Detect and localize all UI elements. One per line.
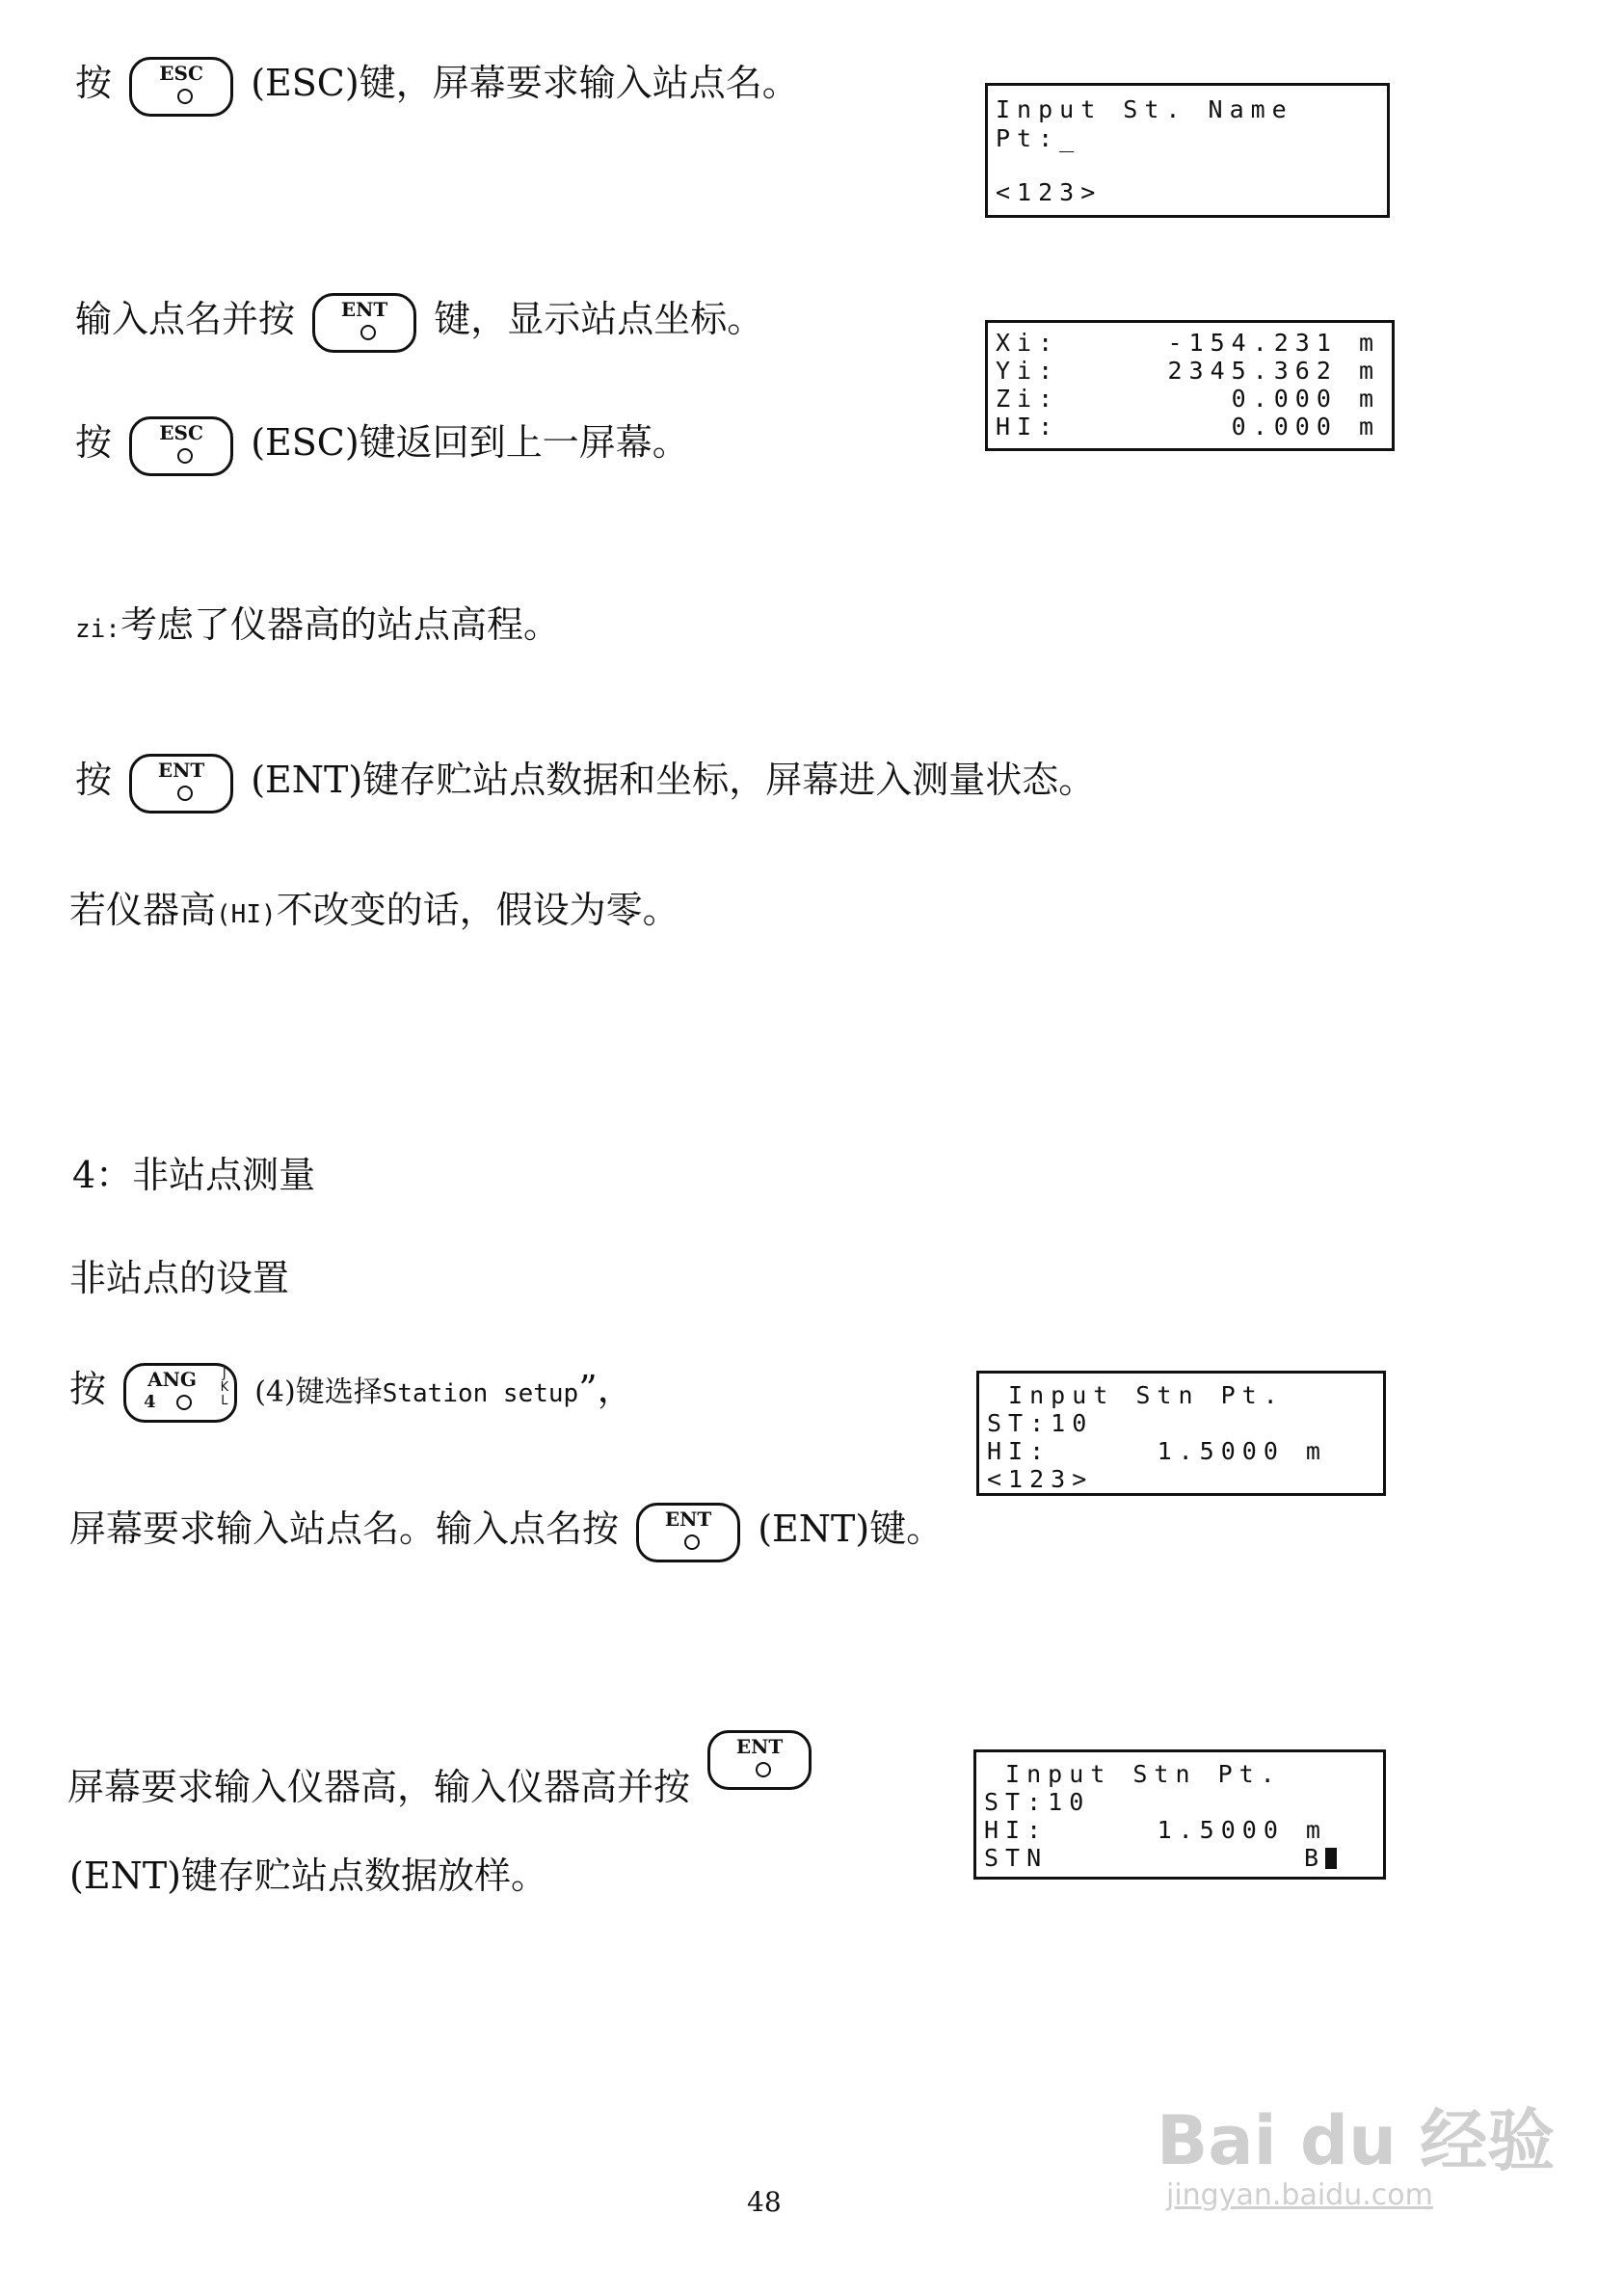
ang-key-number: 4 [144,1391,156,1412]
hi-note [69,880,679,933]
lcd-row: Pt:_ [996,124,1081,152]
key-code: (4)键选择 [254,1375,383,1409]
ang-4-key-icon [123,1363,237,1423]
ent-key-icon [129,754,233,814]
ang-key-side-letters: J K L [220,1366,229,1408]
lcd-row: Input Stn Pt. [984,1760,1282,1788]
zi-code: zi: [75,615,120,644]
lcd-row: <123> [996,178,1103,206]
battery-icon [1325,1848,1337,1869]
lcd-row [996,413,1384,441]
ent-key-label: ENT [735,1735,784,1758]
lcd-row: ST:10 [984,1788,1091,1816]
station-setup-text: Station setup [382,1379,579,1408]
press-text: 按 [75,421,113,464]
lcd-screen-input-stn-pt-store [973,1749,1386,1880]
lcd-label: Xi: [996,329,1060,357]
ent-key-icon [636,1503,740,1562]
lcd-value: 1.5000 m [1157,1437,1327,1465]
ang-key-label: ANG [147,1367,197,1391]
instruction-enter-point-name [75,289,763,353]
lcd-row [996,357,1384,386]
lcd-value: 1.5000 m [1157,1816,1327,1844]
instruction-esc-input-station [75,53,799,117]
lcd-row: Input St. Name [996,95,1293,123]
lcd-value: 0.000 m [1231,413,1380,440]
instruction-text: ”， [578,1368,634,1410]
instruction-ang-key [69,1359,634,1423]
instruction-text: 屏幕要求输入仪器高，输入仪器高并按 [67,1766,691,1808]
lcd-row [996,385,1384,414]
subsection-heading: 非站点的设置 [69,1257,290,1299]
lcd-status [1304,1844,1337,1872]
lcd-label: HI: [984,1816,1049,1844]
ent-key-label: ENT [157,758,205,782]
instruction-text: (ENT)键。 [758,1508,944,1550]
lcd-row: Input Stn Pt. [987,1381,1285,1409]
zi-definition [75,595,560,648]
lcd-screen-input-station-name [985,83,1390,218]
press-text: 按 [75,62,113,104]
instruction-text: 键，显示站点坐标。 [434,298,764,340]
lcd-row [984,1844,1375,1873]
instruction-esc-back [75,413,689,476]
lcd-screen-input-stn-pt [976,1371,1386,1496]
watermark-brand: Bai du 经验 [1157,2101,1556,2180]
esc-key-label: ESC [159,61,203,85]
esc-key-icon [129,57,233,117]
instruction-enter-hi [67,1730,817,1810]
instruction-text: 屏幕要求输入站点名。输入点名按 [69,1508,620,1550]
esc-key-icon [129,416,233,476]
instruction-text: 若仪器高 [69,889,217,931]
press-text: 按 [75,759,113,801]
esc-key-label: ESC [159,420,203,444]
instruction-ent-store [75,750,1095,814]
instruction-text: (ESC)键返回到上一屏幕。 [251,421,689,464]
watermark-url: jingyan.baidu.com [1166,2178,1433,2212]
lcd-screen-station-coordinates [985,320,1395,451]
lcd-label: HI: [996,413,1060,440]
lcd-value: 0.000 m [1231,385,1380,413]
ent-key-icon [312,293,416,353]
baidu-watermark [1157,2087,1555,2212]
lcd-label: Zi: [996,385,1060,413]
page-number: 48 [747,2186,782,2218]
ent-key-label: ENT [340,297,388,321]
instruction-text: (ESC)键，屏幕要求输入站点名。 [251,62,799,104]
lcd-value: -154.231 m [1167,329,1380,357]
lcd-row: <123> [987,1465,1094,1493]
instruction-text: 输入点名并按 [75,298,296,340]
lcd-row [987,1437,1375,1466]
lcd-row: ST:10 [987,1409,1094,1437]
ent-key-label: ENT [664,1507,712,1531]
instruction-text: (ENT)键存贮站点数据放样。 [69,1855,547,1897]
instruction-text: 不改变的话，假设为零。 [276,889,679,931]
press-text: 按 [69,1368,107,1410]
lcd-status-letter: B [1303,1844,1325,1872]
lcd-label: Yi: [996,357,1060,385]
instruction-text: (ENT)键存贮站点数据和坐标，屏幕进入测量状态。 [251,759,1096,801]
lcd-value: 2345.362 m [1167,357,1380,385]
ent-key-icon [707,1730,812,1790]
lcd-row [984,1816,1375,1845]
section-heading: 4：非站点测量 [72,1154,316,1196]
lcd-label: HI: [987,1437,1052,1465]
instruction-enter-station-name [69,1499,943,1562]
hi-code: (HI) [216,900,277,929]
lcd-label: STN [984,1844,1049,1872]
instruction-store-layout [69,1846,547,1899]
lcd-row [996,329,1384,358]
zi-text: 考虑了仪器高的站点高程。 [120,603,560,646]
